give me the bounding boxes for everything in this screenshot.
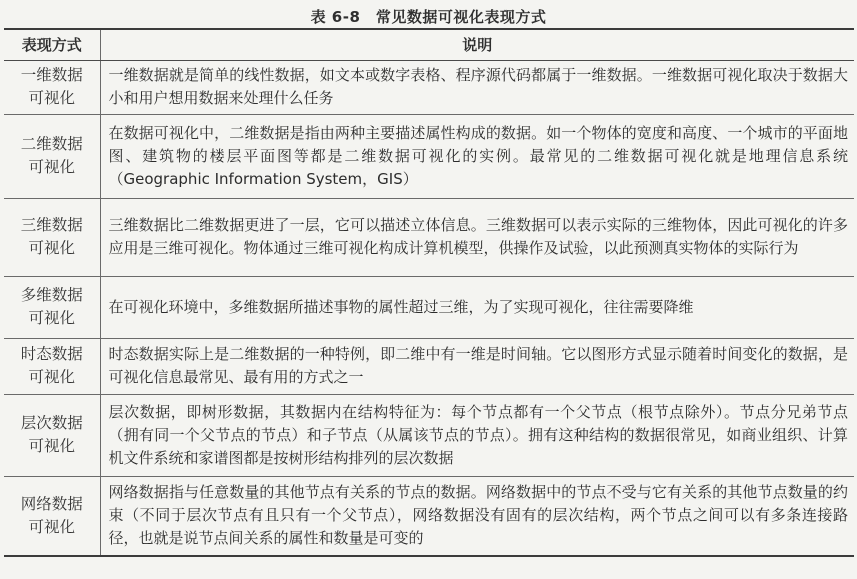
- table-row: [4, 114, 854, 198]
- method-label: 网络数据可视化: [20, 494, 83, 536]
- row-description-cell: 网络数据指与任意数量的其他节点有关系的节点的数据。网络数据中的节点不受与它有关系的其他节点数量的约束（不同于层次节点有且只有一个父节点），网络数据没有固有的层次结构，两个节点之间可以有多条连接路径，也就是说节点间关系的属性和数量是可变的: [100, 476, 854, 556]
- row-description-cell: 一维数据就是简单的线性数据，如文本或数字表格、程序源代码都属于一维数据。一维数据可视化取决于数据大小和用户想用数据来处理什么任务: [100, 60, 854, 114]
- row-method-cell: [4, 114, 100, 198]
- method-label: 二维数据可视化: [20, 135, 83, 176]
- table-row: [4, 394, 854, 476]
- row-description-cell: 层次数据，即树形数据，其数据内在结构特征为：每个节点都有一个父节点（根节点除外）。节点分兄弟节点（拥有同一个父节点的节点）和子节点（从属该节点的节点）。拥有这种结构的数据很常见，如商业组织、计算机文件系统和家谱图都是按树形结构排列的层次数据: [100, 394, 854, 476]
- row-method-cell: [4, 476, 100, 556]
- table-caption: 表 6-8 常见数据可视化表现方式: [310, 8, 547, 26]
- method-label: 层次数据可视化: [20, 414, 83, 455]
- table-row: [4, 276, 854, 338]
- row-description-cell: 三维数据比二维数据更进了一层，它可以描述立体信息。三维数据可以表示实际的三维物体，因此可视化的许多应用是三维可视化。物体通过三维可视化构成计算机模型，供操作及试验，以此预测真实物体的实际行为: [100, 198, 854, 276]
- table-row: [4, 60, 854, 114]
- row-method-cell: [4, 198, 100, 276]
- row-method-cell: [4, 276, 100, 338]
- row-description-cell: 在数据可视化中，二维数据是指由两种主要描述属性构成的数据。如一个物体的宽度和高度、一个城市的平面地图、建筑物的楼层平面图等都是二维数据可视化的实例。最常见的二维数据可视化就是地理信息系统（Geographic Information System，GIS）: [100, 114, 854, 198]
- method-label: 时态数据可视化: [20, 345, 83, 386]
- table-row: [4, 198, 854, 276]
- table-row: [4, 338, 854, 394]
- table-header-row: [4, 29, 854, 60]
- visualization-methods-table: [4, 28, 854, 557]
- method-label: 三维数据可视化: [20, 216, 83, 257]
- row-description-cell: 时态数据实际上是二维数据的一种特例，即二维中有一维是时间轴。它以图形方式显示随着时间变化的数据，是可视化信息最常见、最有用的方式之一: [100, 338, 854, 394]
- row-method-cell: [4, 338, 100, 394]
- row-method-cell: [4, 394, 100, 476]
- row-description-cell: 在可视化环境中，多维数据所描述事物的属性超过三维，为了实现可视化，往往需要降维: [100, 276, 854, 338]
- header-description: 说明: [100, 29, 854, 60]
- row-method-cell: [4, 60, 100, 114]
- method-label: 多维数据可视化: [20, 286, 83, 327]
- table-row: [4, 476, 854, 556]
- header-method: 表现方式: [4, 29, 100, 60]
- method-label: 一维数据可视化: [20, 66, 83, 107]
